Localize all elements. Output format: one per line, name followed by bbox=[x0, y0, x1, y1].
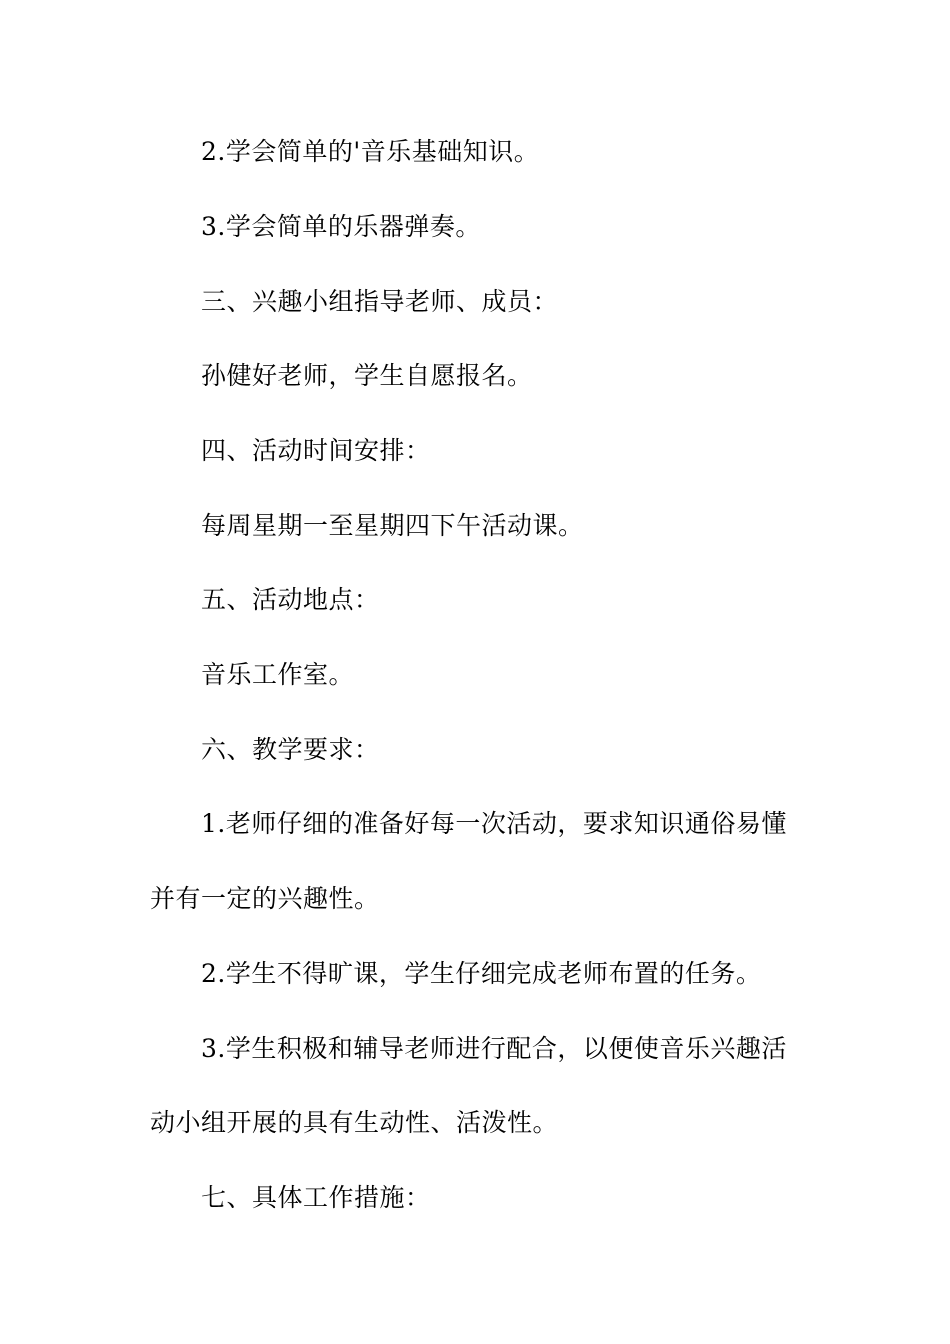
section-heading-location: 五、活动地点： bbox=[201, 585, 380, 614]
section-heading-teaching-requirements: 六、教学要求： bbox=[201, 735, 380, 764]
paragraph-schedule: 每周星期一至星期四下午活动课。 bbox=[201, 511, 584, 540]
list-item-requirement-1: 1.老师仔细的准备好每一次活动，要求知识通俗易懂 bbox=[201, 809, 787, 838]
list-item-basic-music-knowledge: 2.学会简单的'音乐基础知识。 bbox=[201, 137, 540, 166]
section-heading-schedule: 四、活动时间安排： bbox=[201, 436, 431, 465]
section-heading-teachers-members: 三、兴趣小组指导老师、成员： bbox=[201, 287, 559, 316]
list-item-requirement-2: 2.学生不得旷课，学生仔细完成老师布置的任务。 bbox=[201, 959, 762, 988]
list-item-requirement-1-continued: 并有一定的兴趣性。 bbox=[150, 884, 380, 913]
list-item-instrument-playing: 3.学会简单的乐器弹奏。 bbox=[201, 212, 481, 241]
list-item-requirement-3-continued: 动小组开展的具有生动性、活泼性。 bbox=[150, 1108, 559, 1137]
list-item-requirement-3: 3.学生积极和辅导老师进行配合，以便使音乐兴趣活 bbox=[201, 1034, 787, 1063]
section-heading-work-measures: 七、具体工作措施： bbox=[201, 1183, 431, 1212]
paragraph-location: 音乐工作室。 bbox=[201, 660, 355, 689]
paragraph-teachers-members: 孙健好老师，学生自愿报名。 bbox=[201, 361, 533, 390]
